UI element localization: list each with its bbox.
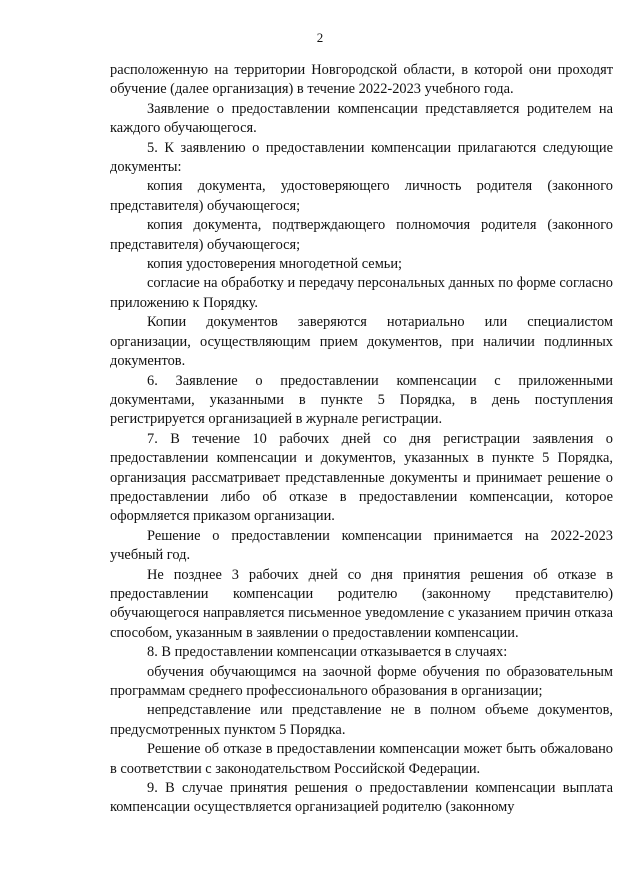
- paragraph-item-7: 7. В течение 10 рабочих дней со дня регистрации заявления о предоставлении компенсации и документов, указанных в пункте 5 Порядка, организация рассматривает представленные документы и принимает решение о предоставлении либо об отказе в предоставлении компенсации, которое оформляется приказом организации.: [110, 430, 613, 525]
- page-number: 2: [316, 30, 324, 45]
- paragraph-copies: Копии документов заверяются нотариально или специалистом организации, осуществляющим прием документов, при наличии подлинных документов.: [110, 314, 613, 370]
- list-item-missing-docs: непредставление или представление не в полном объеме документов, предусмотренных пунктом 5 Порядка.: [110, 702, 613, 738]
- paragraph-appeal: Решение об отказе в предоставлении компенсации может быть обжаловано в соответствии с законодательством Российской Федерации.: [110, 741, 613, 777]
- document-body: [110, 61, 613, 818]
- paragraph-item-9: 9. В случае принятия решения о предоставлении компенсации выплата компенсации осуществляется организацией родителю (законному: [110, 780, 613, 816]
- list-item-authority-doc: копия документа, подтверждающего полномочия родителя (законного представителя) обучающегося;: [110, 217, 613, 253]
- list-item-consent: согласие на обработку и передачу персональных данных по форме согласно приложению к Порядку.: [110, 275, 613, 311]
- paragraph-application: Заявление о предоставлении компенсации представляется родителем на каждого обучающегося.: [110, 100, 613, 137]
- paragraph-item-8: 8. В предоставлении компенсации отказывается в случаях:: [147, 644, 508, 661]
- paragraph-item-5: 5. К заявлению о предоставлении компенсации прилагаются следующие документы:: [110, 139, 613, 176]
- paragraph-item-6: 6. Заявление о предоставлении компенсации с приложенными документами, указанными в пункте 5 Порядка, в день поступления регистрируется организацией в журнале регистрации.: [110, 372, 613, 428]
- paragraph-continuation: расположенную на территории Новгородской области, в которой они проходят обучение (далее организация) в течение 2022-2023 учебного года.: [110, 62, 613, 98]
- paragraph-decision-year: Решение о предоставлении компенсации принимается на 2022-2023 учебный год.: [110, 527, 613, 564]
- list-item-identity-doc: копия документа, удостоверяющего личность родителя (законного представителя) обучающегося;: [110, 178, 613, 214]
- list-item-large-family-cert: копия удостоверения многодетной семьи;: [147, 256, 403, 273]
- list-item-correspondence: обучения обучающимся на заочной форме обучения по образовательным программам среднего профессионального образования в организации;: [110, 663, 613, 699]
- paragraph-refusal-notice: Не позднее 3 рабочих дней со дня принятия решения об отказе в предоставлении компенсации родителю (законному представителю) обучающегося направляется письменное уведомление с указанием причин отказа способом, указанным в заявлении о предоставлении компенсации.: [110, 566, 613, 641]
